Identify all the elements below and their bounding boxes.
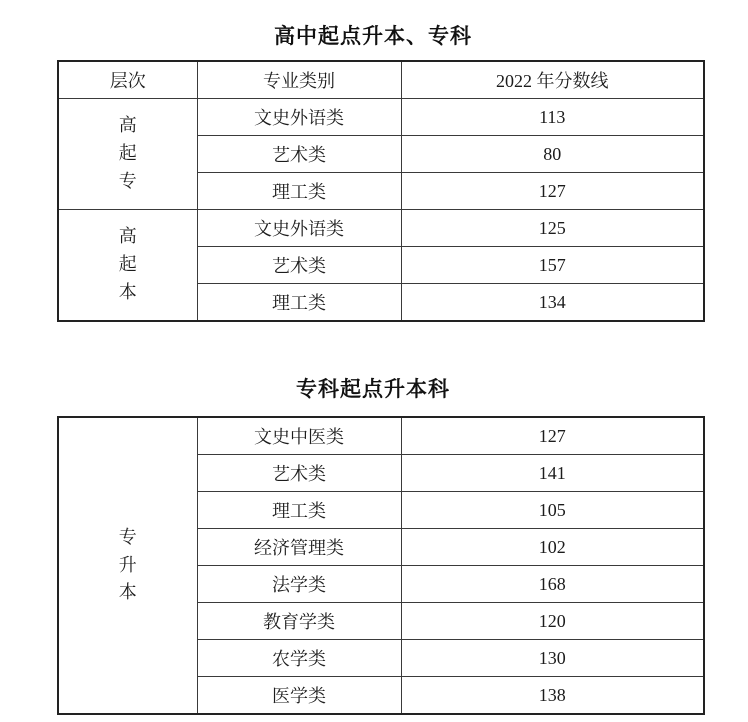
score-cell: 168 <box>401 566 704 603</box>
category-cell: 理工类 <box>197 284 401 322</box>
score-cell: 102 <box>401 529 704 566</box>
score-cell: 127 <box>401 417 704 455</box>
category-cell: 法学类 <box>197 566 401 603</box>
score-cell: 105 <box>401 492 704 529</box>
table1-wrap <box>57 60 703 322</box>
score-cell: 80 <box>401 136 704 173</box>
table1-header-row <box>58 61 704 99</box>
table2-title: 专科起点升本科 <box>296 377 450 401</box>
category-cell: 艺术类 <box>197 247 401 284</box>
level-cell <box>58 210 197 322</box>
category-cell: 艺术类 <box>197 455 401 492</box>
category-cell: 教育学类 <box>197 603 401 640</box>
category-cell: 文史外语类 <box>197 99 401 136</box>
table-row <box>58 99 704 136</box>
table-row <box>58 210 704 247</box>
score-cell: 130 <box>401 640 704 677</box>
score-cell: 113 <box>401 99 704 136</box>
table-row <box>58 417 704 455</box>
table2 <box>57 416 705 715</box>
score-cell: 127 <box>401 173 704 210</box>
level-label: 高起本 <box>118 226 137 302</box>
table1-title: 高中起点升本、专科 <box>274 24 472 48</box>
level-label: 专升本 <box>118 526 137 603</box>
category-cell: 理工类 <box>197 173 401 210</box>
category-cell: 医学类 <box>197 677 401 715</box>
level-cell <box>58 99 197 210</box>
table1-header-score: 2022 年分数线 <box>401 61 704 99</box>
score-cell: 125 <box>401 210 704 247</box>
score-cell: 157 <box>401 247 704 284</box>
score-cell: 134 <box>401 284 704 322</box>
score-cell: 138 <box>401 677 704 715</box>
category-cell: 文史中医类 <box>197 417 401 455</box>
category-cell: 经济管理类 <box>197 529 401 566</box>
level-cell <box>58 417 197 714</box>
category-cell: 理工类 <box>197 492 401 529</box>
category-cell: 文史外语类 <box>197 210 401 247</box>
category-cell: 艺术类 <box>197 136 401 173</box>
table1 <box>57 60 705 322</box>
table1-header-level: 层次 <box>58 61 197 99</box>
score-cell: 120 <box>401 603 704 640</box>
level-label: 高起专 <box>118 115 137 191</box>
table1-header-category: 专业类别 <box>197 61 401 99</box>
category-cell: 农学类 <box>197 640 401 677</box>
score-cell: 141 <box>401 455 704 492</box>
table2-wrap <box>57 416 703 715</box>
